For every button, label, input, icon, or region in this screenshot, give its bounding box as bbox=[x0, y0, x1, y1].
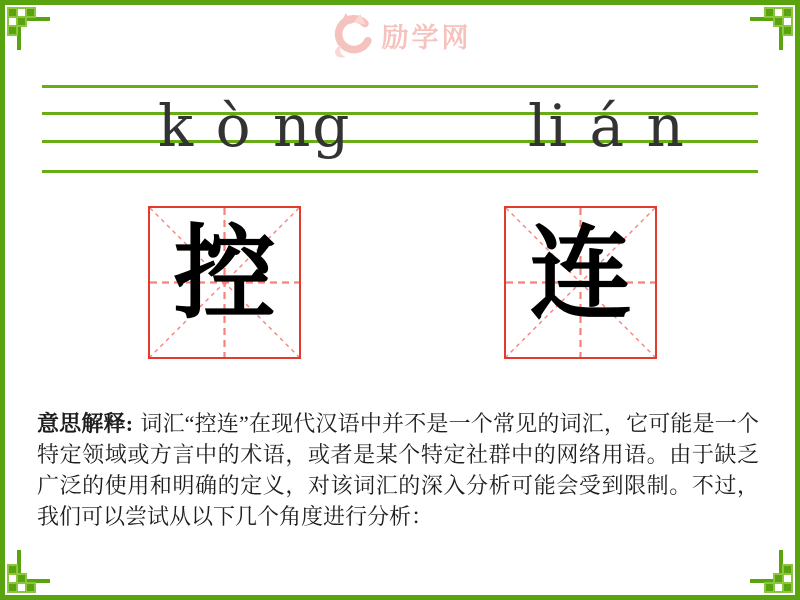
explanation-body: 词汇“控连”在现代汉语中并不是一个常见的词汇，它可能是一个特定领域或方言中的术语，或者是某个特定社群中的网络用语。由于缺乏广泛的使用和明确的定义，对该词汇的深入分析可能会受到限制。不过，我们可以尝试从以下几个角度进行分析： bbox=[37, 411, 759, 529]
site-logo-watermark bbox=[329, 12, 472, 58]
character-grid-lian bbox=[504, 206, 657, 359]
pinyin-four-line-staff bbox=[42, 85, 758, 175]
pinyin-word-lian: li á n bbox=[528, 92, 686, 160]
hanzi-lian: 连 bbox=[529, 213, 632, 334]
staff-line bbox=[42, 170, 758, 173]
corner-lattice-ornament-bottom-right bbox=[749, 549, 795, 595]
corner-lattice-ornament-top-right bbox=[749, 5, 795, 51]
corner-lattice-ornament-top-left bbox=[5, 5, 51, 51]
staff-line bbox=[42, 85, 758, 88]
pinyin-word-kong: k ò ng bbox=[158, 92, 352, 160]
fox-swirl-icon bbox=[329, 12, 377, 58]
explanation-paragraph bbox=[37, 408, 759, 532]
site-logo-text: 励学网 bbox=[381, 22, 472, 53]
corner-lattice-ornament-bottom-left bbox=[5, 549, 51, 595]
explanation-label: 意思解释: bbox=[37, 411, 134, 436]
character-grid-kong bbox=[148, 206, 301, 359]
hanzi-kong: 控 bbox=[173, 213, 276, 334]
